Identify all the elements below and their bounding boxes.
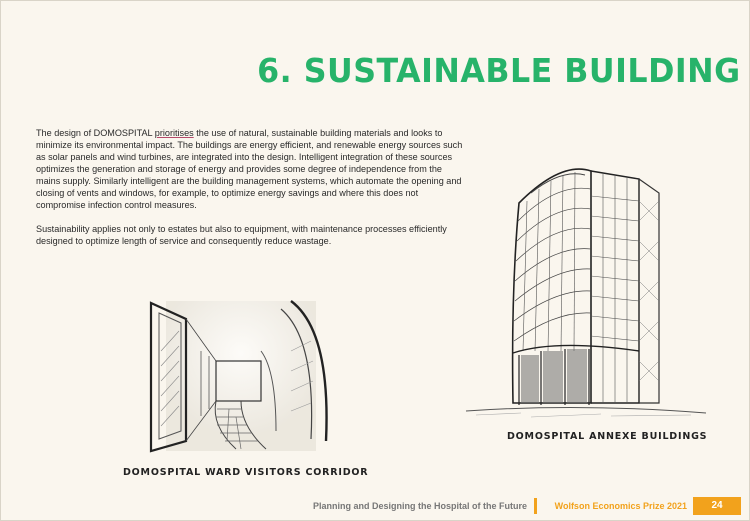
corridor-caption: DOMOSPITAL WARD VISITORS CORRIDOR bbox=[123, 467, 369, 478]
paragraph-1-rest: the use of natural, sustainable building materials and looks to minimize its environmental impact. The buildings are energy efficient, and renewable energy sources such as solar panels and wind turbines, are integrated into the design. Intelligent integration of these sources optimizes the generation and storage of energy and provides some degree of independence from the mains supply. Similarly intelligent are the building management systems, which automate the opening and closing of vents and windows, for example, to optimize energy savings and where this does not compromise infection control measures. bbox=[36, 128, 463, 210]
paragraph-1 bbox=[36, 127, 466, 211]
prioritises-link[interactable]: prioritises bbox=[154, 128, 194, 138]
corridor-sketch bbox=[141, 291, 341, 456]
footer-separator bbox=[534, 498, 537, 514]
body-text bbox=[36, 127, 466, 259]
section-title: 6. SUSTAINABLE BUILDING bbox=[257, 51, 741, 90]
footer bbox=[1, 494, 749, 520]
footer-doc-title: Planning and Designing the Hospital of the Future bbox=[312, 501, 527, 511]
paragraph-2: Sustainability applies not only to estates but also to equipment, with maintenance processes efficiently designed to optimize length of service and consequently reduce wastage. bbox=[36, 224, 447, 246]
paragraph-1-start: The design of DOMOSPITAL bbox=[36, 128, 155, 138]
footer-prize-name: Wolfson Economics Prize 2021 bbox=[554, 501, 687, 511]
page-number: 24 bbox=[693, 497, 741, 515]
annexe-building-sketch bbox=[461, 141, 711, 426]
annexe-caption: DOMOSPITAL ANNEXE BUILDINGS bbox=[507, 431, 708, 442]
